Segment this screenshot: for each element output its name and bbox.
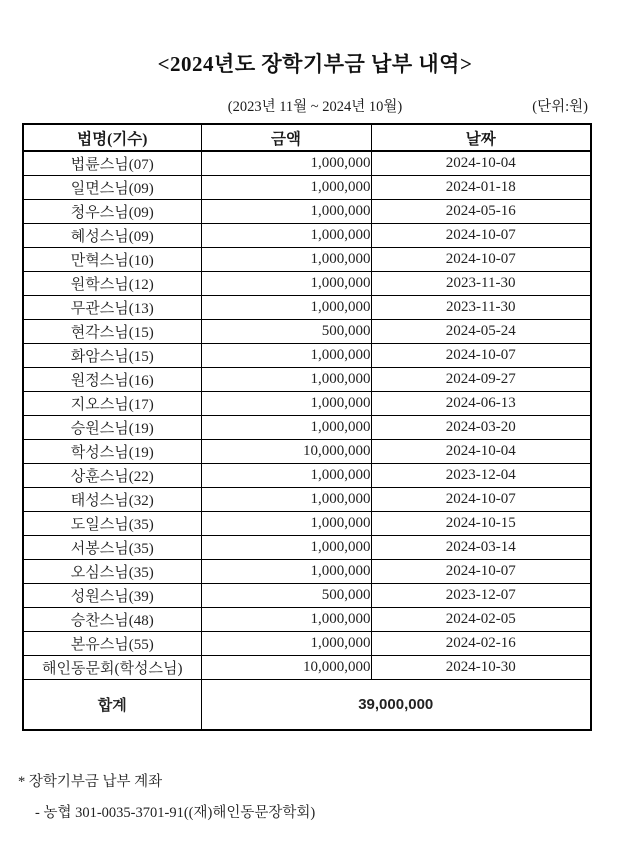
cell-amount: 10,000,000 (201, 656, 371, 680)
cell-amount: 1,000,000 (201, 368, 371, 392)
cell-amount: 500,000 (201, 584, 371, 608)
cell-date: 2023-11-30 (371, 272, 591, 296)
cell-amount: 1,000,000 (201, 344, 371, 368)
cell-name: 법륜스님(07) (23, 151, 201, 176)
table-row (23, 151, 591, 176)
cell-date: 2024-02-05 (371, 608, 591, 632)
cell-name: 서봉스님(35) (23, 536, 201, 560)
cell-name: 원학스님(12) (23, 272, 201, 296)
cell-date: 2024-06-13 (371, 392, 591, 416)
cell-name: 무관스님(13) (23, 296, 201, 320)
cell-name: 도일스님(35) (23, 512, 201, 536)
table-row (23, 248, 591, 272)
cell-amount: 1,000,000 (201, 296, 371, 320)
cell-date: 2024-10-07 (371, 560, 591, 584)
table-row (23, 272, 591, 296)
table-row (23, 224, 591, 248)
cell-amount: 10,000,000 (201, 440, 371, 464)
cell-amount: 1,000,000 (201, 248, 371, 272)
cell-name: 오심스님(35) (23, 560, 201, 584)
donation-table (22, 123, 592, 731)
table-row (23, 344, 591, 368)
cell-amount: 1,000,000 (201, 536, 371, 560)
cell-date: 2023-12-07 (371, 584, 591, 608)
cell-date: 2024-10-15 (371, 512, 591, 536)
table-row (23, 440, 591, 464)
cell-name: 태성스님(32) (23, 488, 201, 512)
table-row (23, 416, 591, 440)
table-row (23, 584, 591, 608)
table-row (23, 464, 591, 488)
cell-amount: 1,000,000 (201, 151, 371, 176)
cell-date: 2023-11-30 (371, 296, 591, 320)
table-row (23, 368, 591, 392)
table-row (23, 176, 591, 200)
cell-name: 혜성스님(09) (23, 224, 201, 248)
table-row (23, 632, 591, 656)
cell-name: 승찬스님(48) (23, 608, 201, 632)
cell-date: 2024-10-07 (371, 488, 591, 512)
cell-date: 2024-10-30 (371, 656, 591, 680)
table-row (23, 608, 591, 632)
page-title: <2024년도 장학기부금 납부 내역> (157, 52, 473, 76)
cell-name: 만혁스님(10) (23, 248, 201, 272)
cell-amount: 1,000,000 (201, 392, 371, 416)
cell-name: 화암스님(15) (23, 344, 201, 368)
table-row (23, 392, 591, 416)
total-row (23, 680, 591, 731)
cell-name: 현각스님(15) (23, 320, 201, 344)
cell-date: 2024-09-27 (371, 368, 591, 392)
cell-date: 2023-12-04 (371, 464, 591, 488)
table-row (23, 560, 591, 584)
total-label: 합계 (23, 680, 201, 731)
cell-amount: 1,000,000 (201, 200, 371, 224)
cell-date: 2024-05-16 (371, 200, 591, 224)
cell-amount: 1,000,000 (201, 224, 371, 248)
table-row (23, 488, 591, 512)
table-row (23, 200, 591, 224)
cell-amount: 1,000,000 (201, 416, 371, 440)
table-row (23, 320, 591, 344)
cell-date: 2024-03-20 (371, 416, 591, 440)
cell-date: 2024-02-16 (371, 632, 591, 656)
cell-date: 2024-10-07 (371, 248, 591, 272)
cell-date: 2024-10-04 (371, 151, 591, 176)
footer-note-account: - 농협 301-0035-3701-91((재)해인동문장학회) (35, 805, 316, 821)
cell-name: 상훈스님(22) (23, 464, 201, 488)
cell-date: 2024-10-04 (371, 440, 591, 464)
unit-label: (단위:원) (532, 99, 588, 115)
header-cell-amount: 금액 (201, 124, 371, 151)
cell-amount: 1,000,000 (201, 176, 371, 200)
table-row (23, 656, 591, 680)
header-cell-name: 법명(기수) (23, 124, 201, 151)
table-row (23, 296, 591, 320)
table-row (23, 536, 591, 560)
cell-name: 승원스님(19) (23, 416, 201, 440)
cell-name: 원정스님(16) (23, 368, 201, 392)
cell-date: 2024-10-07 (371, 344, 591, 368)
table-body (23, 151, 591, 680)
cell-name: 성원스님(39) (23, 584, 201, 608)
cell-name: 일면스님(09) (23, 176, 201, 200)
cell-amount: 1,000,000 (201, 272, 371, 296)
cell-amount: 500,000 (201, 320, 371, 344)
table-header-row (23, 124, 591, 151)
cell-name: 학성스님(19) (23, 440, 201, 464)
total-value: 39,000,000 (201, 680, 591, 731)
cell-amount: 1,000,000 (201, 608, 371, 632)
cell-amount: 1,000,000 (201, 488, 371, 512)
cell-amount: 1,000,000 (201, 464, 371, 488)
cell-amount: 1,000,000 (201, 632, 371, 656)
cell-date: 2024-03-14 (371, 536, 591, 560)
cell-date: 2024-10-07 (371, 224, 591, 248)
cell-amount: 1,000,000 (201, 512, 371, 536)
subtitle-row (0, 95, 630, 115)
period-label: (2023년 11월 ~ 2024년 10월) (227, 99, 403, 115)
cell-amount: 1,000,000 (201, 560, 371, 584)
cell-name: 청우스님(09) (23, 200, 201, 224)
cell-name: 해인동문회(학성스님) (23, 656, 201, 680)
cell-name: 본유스님(55) (23, 632, 201, 656)
footer-note-title: * 장학기부금 납부 계좌 (18, 774, 163, 790)
cell-date: 2024-05-24 (371, 320, 591, 344)
cell-name: 지오스님(17) (23, 392, 201, 416)
table-row (23, 512, 591, 536)
footer-notes (18, 770, 315, 822)
header-cell-date: 날짜 (371, 124, 591, 151)
cell-date: 2024-01-18 (371, 176, 591, 200)
